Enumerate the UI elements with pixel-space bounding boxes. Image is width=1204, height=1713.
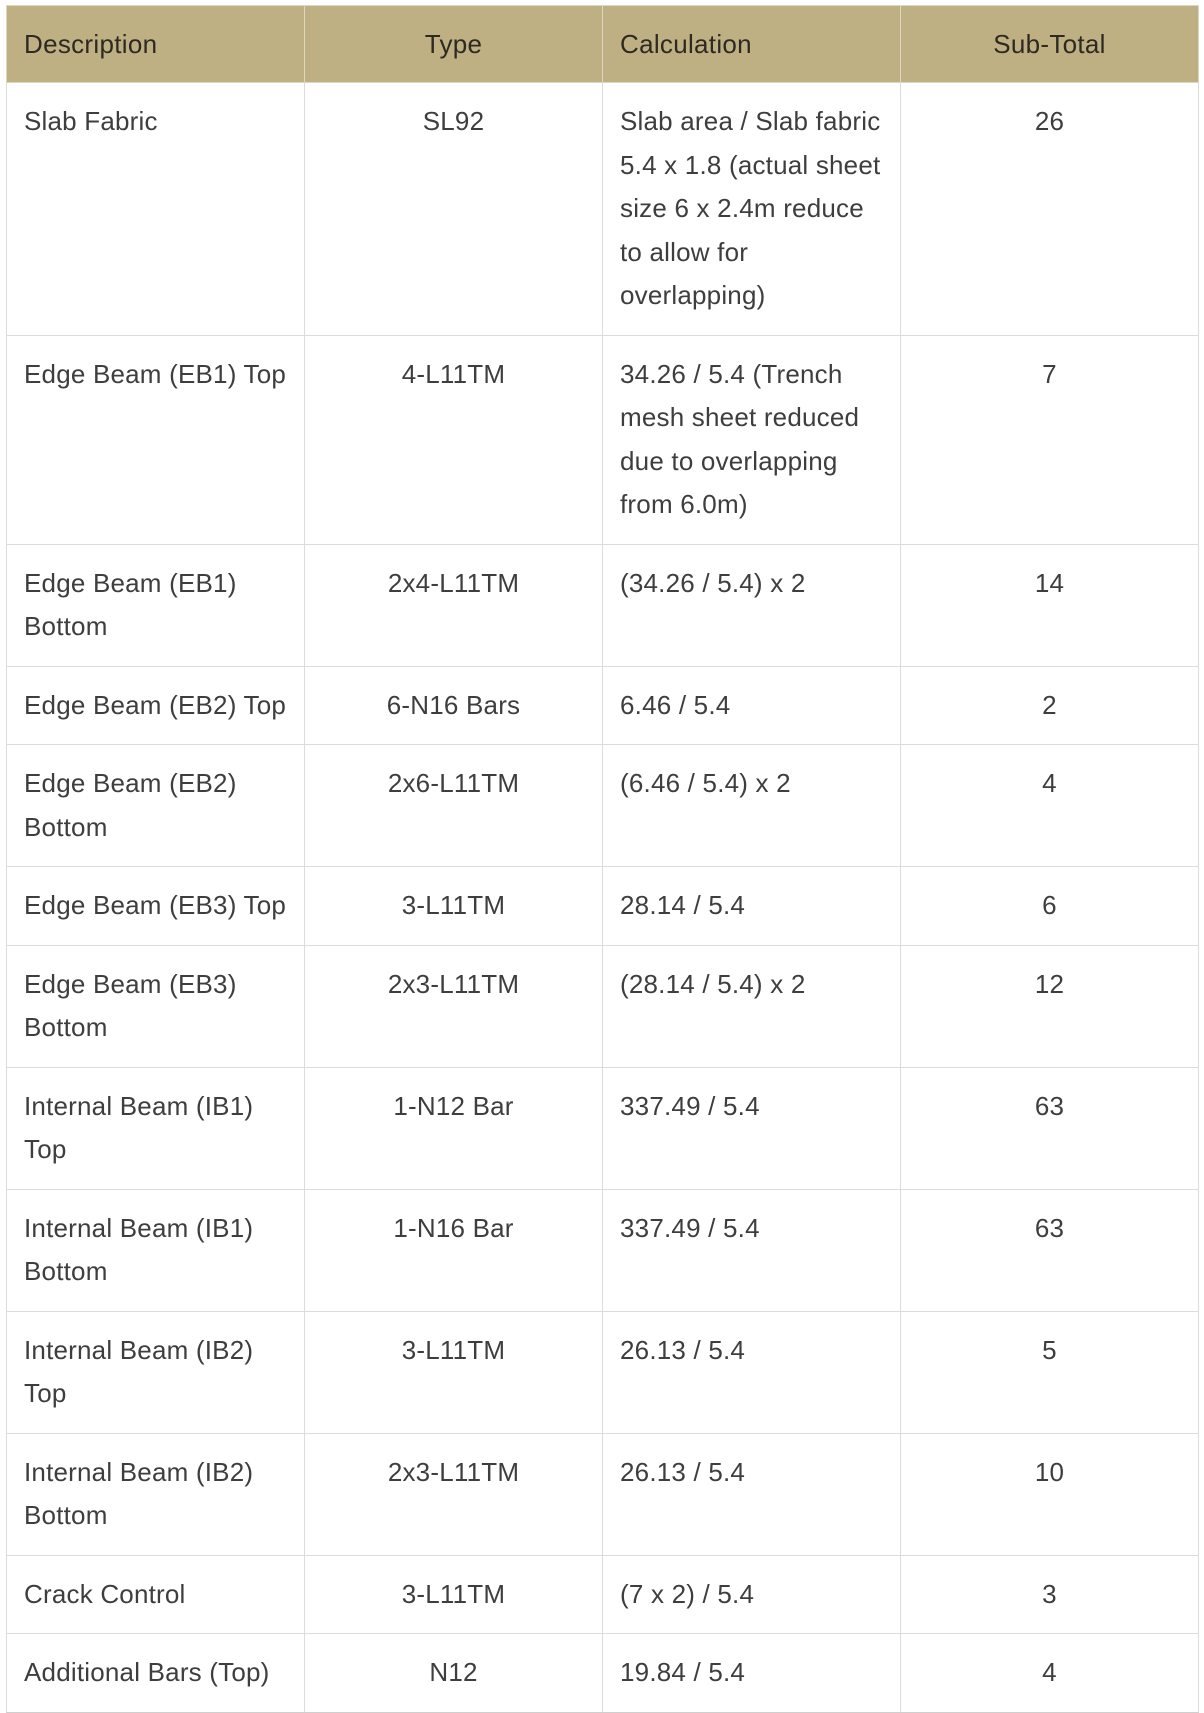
reinforcement-table: [6, 5, 1199, 1713]
cell-description: Edge Beam (EB1) Bottom: [7, 544, 305, 666]
table-row: [7, 1189, 1199, 1311]
cell-description: Edge Beam (EB2) Bottom: [7, 745, 305, 867]
cell-subtotal: 6: [901, 867, 1199, 946]
cell-calculation: 26.13 / 5.4: [603, 1433, 901, 1555]
cell-type: 2x4-L11TM: [305, 544, 603, 666]
cell-calculation: (7 x 2) / 5.4: [603, 1555, 901, 1634]
header-calculation: Calculation: [603, 6, 901, 83]
table-row: [7, 1634, 1199, 1713]
header-description: Description: [7, 6, 305, 83]
cell-description: Internal Beam (IB2) Top: [7, 1311, 305, 1433]
table-row: [7, 666, 1199, 745]
cell-calculation: (6.46 / 5.4) x 2: [603, 745, 901, 867]
cell-type: 2x3-L11TM: [305, 945, 603, 1067]
cell-calculation: (34.26 / 5.4) x 2: [603, 544, 901, 666]
table-row: [7, 1067, 1199, 1189]
header-row: [7, 6, 1199, 83]
cell-description: Slab Fabric: [7, 83, 305, 336]
cell-type: 3-L11TM: [305, 1555, 603, 1634]
cell-type: 3-L11TM: [305, 1311, 603, 1433]
cell-subtotal: 63: [901, 1189, 1199, 1311]
cell-type: 4-L11TM: [305, 335, 603, 544]
table-row: [7, 945, 1199, 1067]
cell-calculation: (28.14 / 5.4) x 2: [603, 945, 901, 1067]
cell-subtotal: 4: [901, 745, 1199, 867]
cell-type: 2x6-L11TM: [305, 745, 603, 867]
cell-description: Crack Control: [7, 1555, 305, 1634]
table-row: [7, 335, 1199, 544]
table-row: [7, 745, 1199, 867]
cell-description: Edge Beam (EB1) Top: [7, 335, 305, 544]
cell-calculation: 19.84 / 5.4: [603, 1634, 901, 1713]
cell-description: Internal Beam (IB1) Bottom: [7, 1189, 305, 1311]
table-row: [7, 544, 1199, 666]
table-row: [7, 867, 1199, 946]
cell-description: Edge Beam (EB3) Bottom: [7, 945, 305, 1067]
table-row: [7, 83, 1199, 336]
cell-subtotal: 4: [901, 1634, 1199, 1713]
cell-subtotal: 10: [901, 1433, 1199, 1555]
cell-calculation: 6.46 / 5.4: [603, 666, 901, 745]
cell-subtotal: 7: [901, 335, 1199, 544]
cell-calculation: 26.13 / 5.4: [603, 1311, 901, 1433]
cell-subtotal: 2: [901, 666, 1199, 745]
cell-type: 1-N12 Bar: [305, 1067, 603, 1189]
cell-calculation: Slab area / Slab fabric 5.4 x 1.8 (actual sheet size 6 x 2.4m reduce to allow for overlapping): [603, 83, 901, 336]
cell-type: 6-N16 Bars: [305, 666, 603, 745]
cell-description: Internal Beam (IB1) Top: [7, 1067, 305, 1189]
header-subtotal: Sub-Total: [901, 6, 1199, 83]
cell-subtotal: 14: [901, 544, 1199, 666]
cell-description: Internal Beam (IB2) Bottom: [7, 1433, 305, 1555]
reinforcement-table-container: [6, 5, 1198, 1713]
table-header: [7, 6, 1199, 83]
header-type: Type: [305, 6, 603, 83]
cell-description: Additional Bars (Top): [7, 1634, 305, 1713]
cell-type: 2x3-L11TM: [305, 1433, 603, 1555]
cell-subtotal: 12: [901, 945, 1199, 1067]
cell-type: 3-L11TM: [305, 867, 603, 946]
table-row: [7, 1433, 1199, 1555]
cell-calculation: 337.49 / 5.4: [603, 1189, 901, 1311]
cell-description: Edge Beam (EB2) Top: [7, 666, 305, 745]
cell-subtotal: 63: [901, 1067, 1199, 1189]
table-row: [7, 1311, 1199, 1433]
cell-type: N12: [305, 1634, 603, 1713]
table-body: [7, 83, 1199, 1713]
cell-subtotal: 3: [901, 1555, 1199, 1634]
cell-calculation: 34.26 / 5.4 (Trench mesh sheet reduced due to overlapping from 6.0m): [603, 335, 901, 544]
cell-type: 1-N16 Bar: [305, 1189, 603, 1311]
cell-type: SL92: [305, 83, 603, 336]
cell-subtotal: 26: [901, 83, 1199, 336]
cell-description: Edge Beam (EB3) Top: [7, 867, 305, 946]
cell-subtotal: 5: [901, 1311, 1199, 1433]
cell-calculation: 28.14 / 5.4: [603, 867, 901, 946]
cell-calculation: 337.49 / 5.4: [603, 1067, 901, 1189]
table-row: [7, 1555, 1199, 1634]
